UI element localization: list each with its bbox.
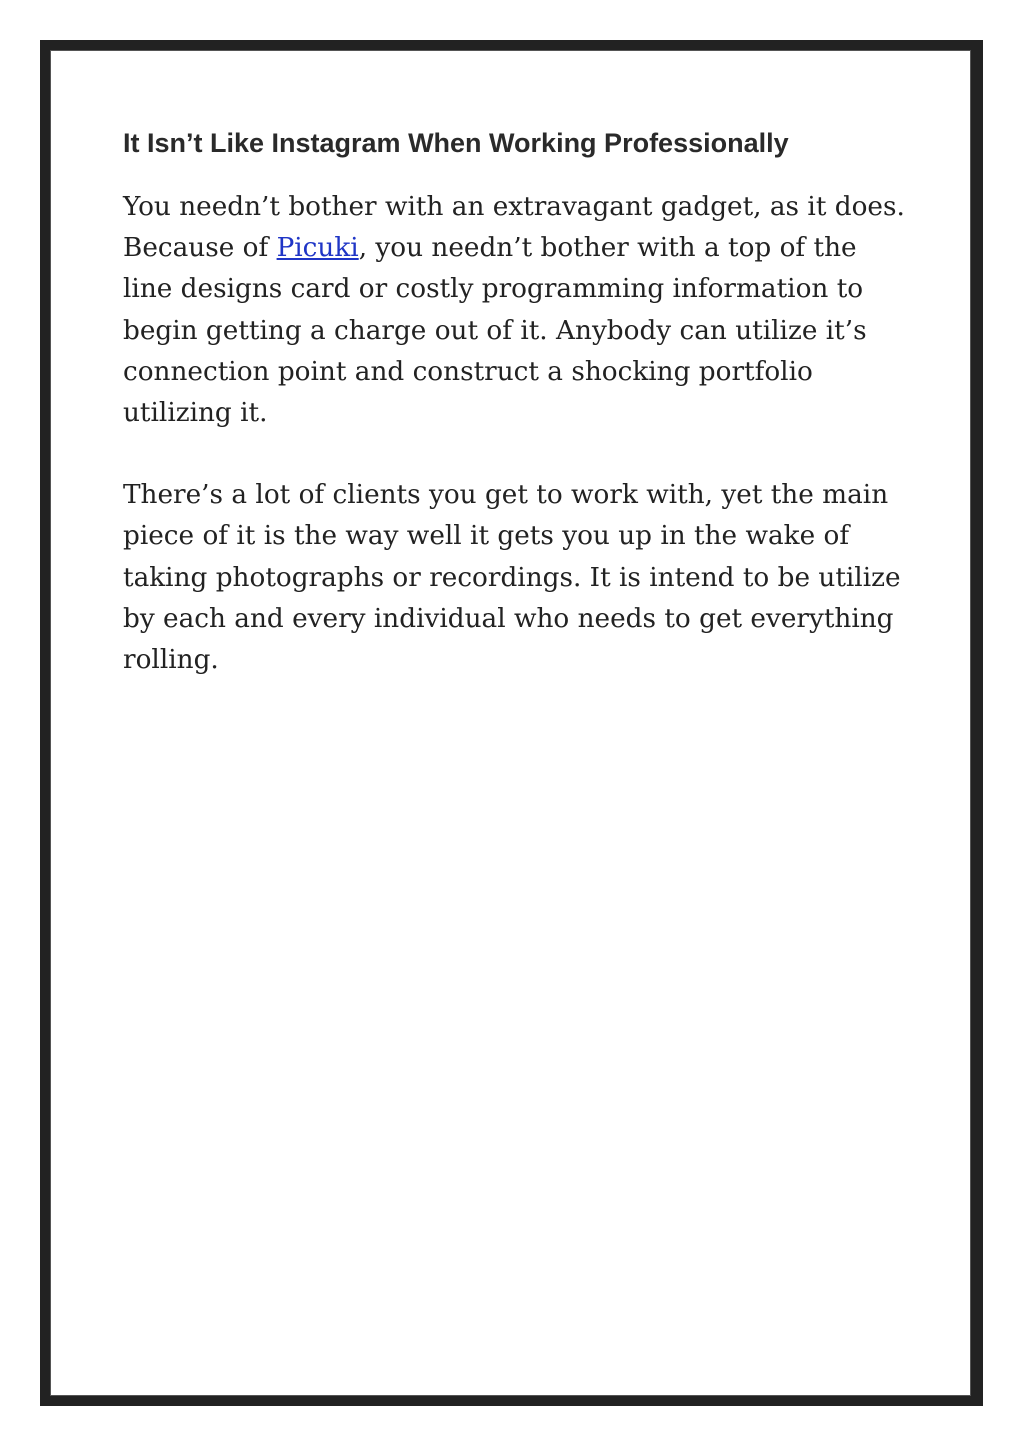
document-content: [123, 127, 913, 722]
document-title: It Isn’t Like Instagram When Working Professionally: [123, 128, 789, 158]
paragraph-1: [123, 187, 913, 434]
document-page: [40, 40, 983, 1406]
paragraph-2: There’s a lot of clients you get to work with, yet the main piece of it is the way well it gets you up in the wake of taking photographs or recordings. It is intend to be utilize by each and every individual who needs to get everything rolling.: [123, 480, 901, 676]
picuki-link[interactable]: Picuki: [276, 233, 359, 264]
paragraph-1-text-before-link: You needn’t bother with an extravagant gadget, as it does. Because of: [123, 192, 905, 264]
paragraph-1-text-after-link: , you needn’t bother with a top of the line designs card or costly programming information to begin getting a charge out of it. Anybody can utilize it’s connection point and construct a shocking portfolio utilizing it.: [123, 233, 867, 429]
